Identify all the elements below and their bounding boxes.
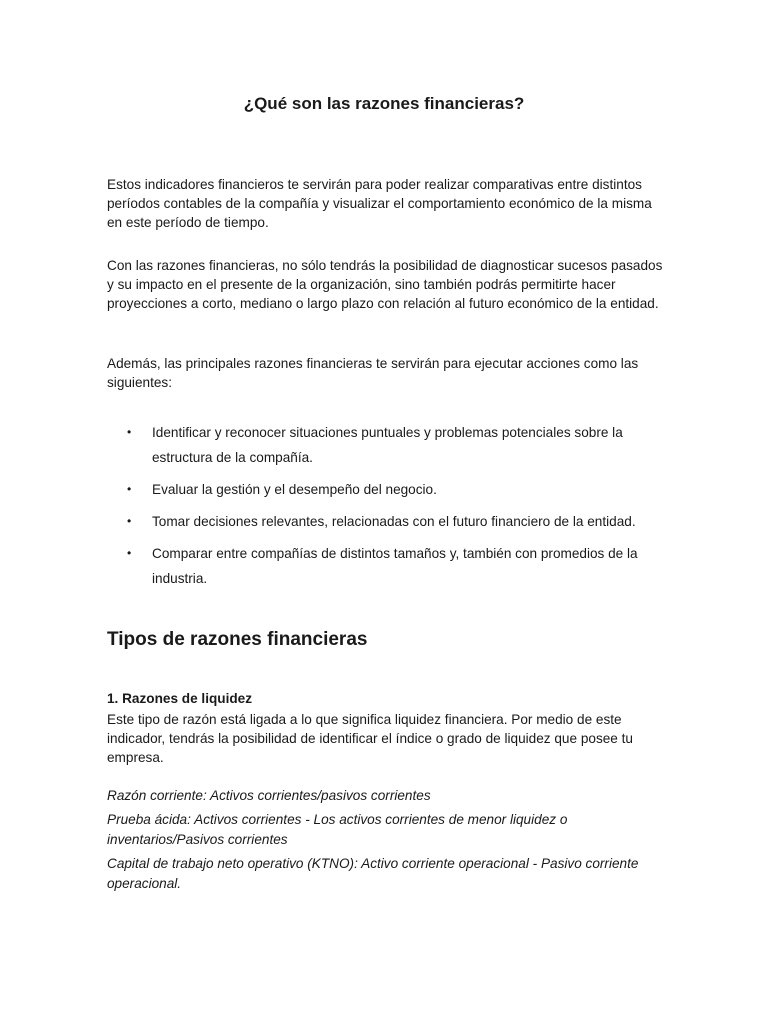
bullet-icon: • (127, 482, 132, 496)
list-item (107, 477, 667, 502)
formula-current-ratio: Razón corriente: Activos corrientes/pasivos corrientes (107, 788, 431, 803)
list-item (107, 541, 667, 591)
list-item-text: Comparar entre compañías de distintos tamaños y, también con promedios de la industria. (152, 546, 638, 586)
diagnosis-paragraph: Con las razones financieras, no sólo tendrás la posibilidad de diagnosticar sucesos pasados y su impacto en el presente de la organización, sino también podrás permitirte hacer proyecciones a corto, mediano o largo plazo con relación al futuro económico de la entidad. (107, 258, 663, 311)
list-item-text: Evaluar la gestión y el desempeño del negocio. (152, 482, 437, 497)
section-heading: Tipos de razones financieras (107, 629, 368, 650)
bullet-icon: • (127, 546, 132, 560)
formula-ktno: Capital de trabajo neto operativo (KTNO): Activo corriente operacional - Pasivo corriente operacional. (107, 856, 639, 891)
list-item-text: Identificar y reconocer situaciones puntuales y problemas potenciales sobre la estructura de la compañía. (152, 425, 623, 465)
actions-intro-paragraph: Además, las principales razones financieras te servirán para ejecutar acciones como las siguientes: (107, 356, 639, 390)
list-item (107, 420, 667, 470)
actions-list (107, 420, 667, 598)
bullet-icon: • (127, 425, 132, 439)
liquidity-paragraph: Este tipo de razón está ligada a lo que significa liquidez financiera. Por medio de este indicador, tendrás la posibilidad de identificar el índice o grado de liquidez que posee tu empresa. (107, 712, 633, 765)
bullet-icon: • (127, 514, 132, 528)
formula-acid-test: Prueba ácida: Activos corrientes - Los activos corrientes de menor liquidez o inventarios/Pasivos corrientes (107, 812, 568, 847)
page-title: ¿Qué son las razones financieras? (243, 94, 525, 113)
list-item (107, 509, 667, 534)
list-item-text: Tomar decisiones relevantes, relacionadas con el futuro financiero de la entidad. (152, 514, 636, 529)
intro-paragraph: Estos indicadores financieros te servirán para poder realizar comparativas entre distintos períodos contables de la compañía y visualizar el comportamiento económico de la misma en este período de tiempo. (107, 177, 652, 230)
subsection-heading: 1. Razones de liquidez (107, 691, 253, 706)
